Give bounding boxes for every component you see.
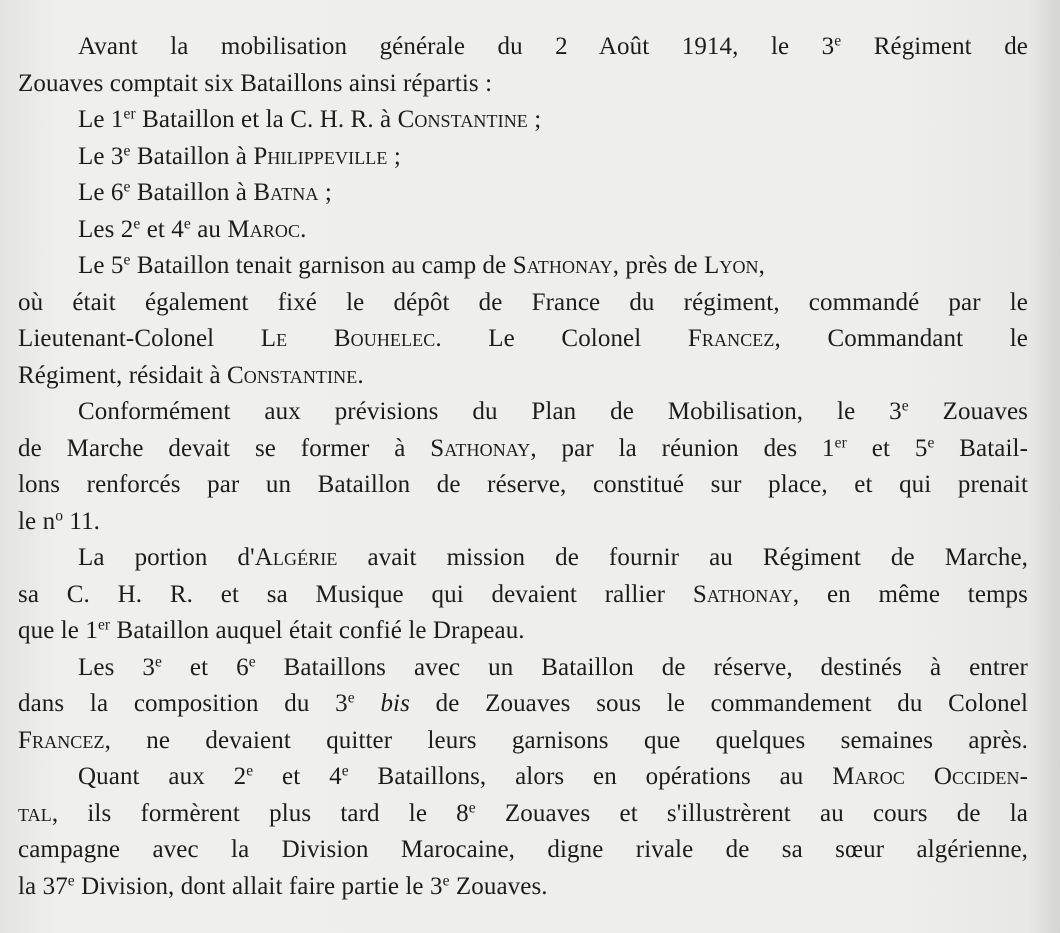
text-run: , ils formèrent plus tard le 8	[51, 799, 469, 827]
text-run: ;	[318, 179, 332, 206]
text-run: Zouaves comptait six Bataillons ainsi répartis :	[18, 69, 493, 97]
text-line-8	[18, 285, 1028, 322]
text-run: Les 2	[78, 215, 134, 243]
person-name: Le Bouhelec	[260, 325, 436, 352]
text-run: et 4	[253, 763, 342, 790]
superscript: e	[468, 798, 476, 816]
text-run: sa C. H. R. et sa Musique qui devaient rallier	[18, 580, 693, 608]
text-line-20	[18, 723, 1028, 760]
superscript: o	[55, 506, 64, 524]
superscript: e	[123, 141, 131, 159]
text-run: au	[190, 215, 228, 243]
text-run	[355, 690, 381, 717]
text-run: et 4	[140, 215, 184, 243]
place-name: Maroc Occiden-	[832, 763, 1028, 790]
text-line-11	[18, 394, 1028, 431]
superscript: e	[927, 433, 935, 451]
text-line-13	[18, 467, 1028, 504]
text-run: campagne avec la Division Marocaine, digne rivale de sa sœur algérienne,	[18, 836, 1028, 863]
text-run: ;	[387, 142, 401, 170]
text-run: ;	[527, 106, 542, 133]
place-name: Sathonay	[430, 434, 531, 462]
text-run: La portion d'	[78, 544, 255, 571]
text-run: Batail-	[934, 434, 1028, 462]
text-run: Zouaves et s'illustrèrent au cours de la	[475, 799, 1028, 827]
text-run: Bataillons avec un Bataillon de réserve, destinés à entrer	[255, 653, 1028, 681]
text-line-3	[18, 102, 1028, 139]
text-run: où était également fixé le dépôt de France du régiment, commandé par le	[18, 288, 1028, 316]
body-text	[18, 29, 1028, 905]
text-line-18	[18, 650, 1028, 687]
text-run: Les 3	[78, 653, 155, 681]
text-run: Bataillon auquel était confié le Drapeau.	[110, 617, 525, 644]
text-line-23	[18, 832, 1028, 869]
place-name: Constantine	[227, 361, 358, 389]
text-line-15	[18, 540, 1028, 577]
superscript: e	[347, 689, 355, 707]
text-run: Avant la mobilisation générale du 2 Août 1914, le 3	[78, 33, 835, 60]
superscript: e	[442, 871, 450, 889]
text-run: Bataillon et la C. H. R. à	[135, 106, 398, 133]
text-run: , Commandant le	[774, 325, 1028, 352]
text-line-7	[18, 248, 1028, 285]
text-run: Lieutenant-Colonel	[18, 325, 261, 352]
text-run: que le 1	[18, 617, 98, 644]
superscript: e	[834, 32, 842, 50]
text-run: Le 6	[78, 179, 124, 206]
text-run: Bataillon à	[130, 179, 254, 206]
text-run: , en même temps	[792, 580, 1028, 608]
superscript: e	[246, 762, 254, 780]
superscript: er	[123, 105, 136, 123]
text-line-1	[18, 29, 1028, 66]
text-run: 11.	[63, 507, 101, 535]
text-line-10	[18, 358, 1028, 395]
place-name: Philippeville	[253, 142, 388, 170]
text-run: avait mission de fournir au Régiment de Marche,	[337, 544, 1029, 571]
italic-word: bis	[380, 690, 410, 717]
superscript: e	[248, 652, 256, 670]
text-run: Régiment, résidait à	[18, 361, 227, 389]
text-run: Régiment de	[841, 33, 1028, 60]
text-line-5	[18, 175, 1028, 212]
superscript: e	[183, 214, 191, 232]
text-line-24	[18, 869, 1028, 906]
superscript: e	[133, 214, 141, 232]
text-run: et 6	[161, 653, 249, 681]
text-line-21	[18, 759, 1028, 796]
superscript: e	[901, 397, 909, 415]
text-line-14	[18, 504, 1028, 541]
superscript: e	[154, 652, 162, 670]
place-name: Batna	[253, 179, 319, 206]
text-run: de Marche devait se former à	[18, 434, 431, 462]
superscript: er	[834, 433, 847, 451]
text-run: Zouaves.	[449, 872, 548, 900]
text-run: Conformément aux prévisions du Plan de Mobilisation, le 3	[78, 398, 902, 425]
text-line-4	[18, 139, 1028, 176]
place-name: Algérie	[254, 544, 338, 571]
place-name: Sathonay	[692, 580, 793, 608]
text-run: , ne devaient quitter leurs garnisons que quelques semaines après.	[104, 726, 1028, 754]
page-edge-shadow	[1030, 0, 1060, 933]
text-line-6	[18, 212, 1028, 249]
text-run: Division, dont allait faire partie le 3	[74, 872, 443, 900]
text-run: ,	[758, 252, 766, 279]
place-name: Sathonay	[512, 252, 613, 279]
text-run: .	[357, 361, 364, 389]
text-run: Le 5	[78, 252, 124, 279]
superscript: er	[97, 616, 111, 634]
text-run: , par la réunion des 1	[530, 434, 835, 462]
text-run: , près de	[612, 252, 704, 279]
text-run: Le 1	[78, 106, 124, 133]
text-run: lons renforcés par un Bataillon de réserve, constitué sur place, et qui prenait	[18, 471, 1028, 498]
superscript: e	[67, 871, 75, 889]
text-run: . Le Colonel	[435, 325, 688, 352]
text-run: Bataillon à	[130, 142, 254, 170]
text-run: Zouaves	[908, 398, 1028, 425]
text-line-19	[18, 686, 1028, 723]
text-run: Bataillons, alors en opérations au	[348, 763, 833, 790]
text-line-12	[18, 431, 1028, 468]
text-run: le n	[18, 507, 56, 535]
person-name: Francez	[687, 325, 775, 352]
text-run: la 37	[18, 872, 68, 900]
place-name: Constantine	[397, 106, 528, 133]
text-run: de Zouaves sous le commandement du Colonel	[409, 690, 1028, 717]
place-name: tal	[18, 799, 52, 827]
person-name: Francez	[18, 726, 105, 754]
text-run: Bataillon tenait garnison au camp de	[130, 252, 513, 279]
superscript: e	[123, 178, 131, 196]
superscript: e	[123, 251, 131, 269]
superscript: e	[341, 762, 349, 780]
place-name: Maroc	[227, 215, 301, 243]
text-run: .	[300, 215, 307, 243]
text-line-17	[18, 613, 1028, 650]
text-run: Le 3	[78, 142, 124, 170]
text-line-9	[18, 321, 1028, 358]
text-line-22	[18, 796, 1028, 833]
text-run: Quant aux 2	[78, 763, 247, 790]
text-line-2	[18, 66, 1028, 103]
text-run: et 5	[846, 434, 928, 462]
text-line-16	[18, 577, 1028, 614]
text-run: dans la composition du 3	[18, 690, 348, 717]
place-name: Lyon	[703, 252, 759, 279]
